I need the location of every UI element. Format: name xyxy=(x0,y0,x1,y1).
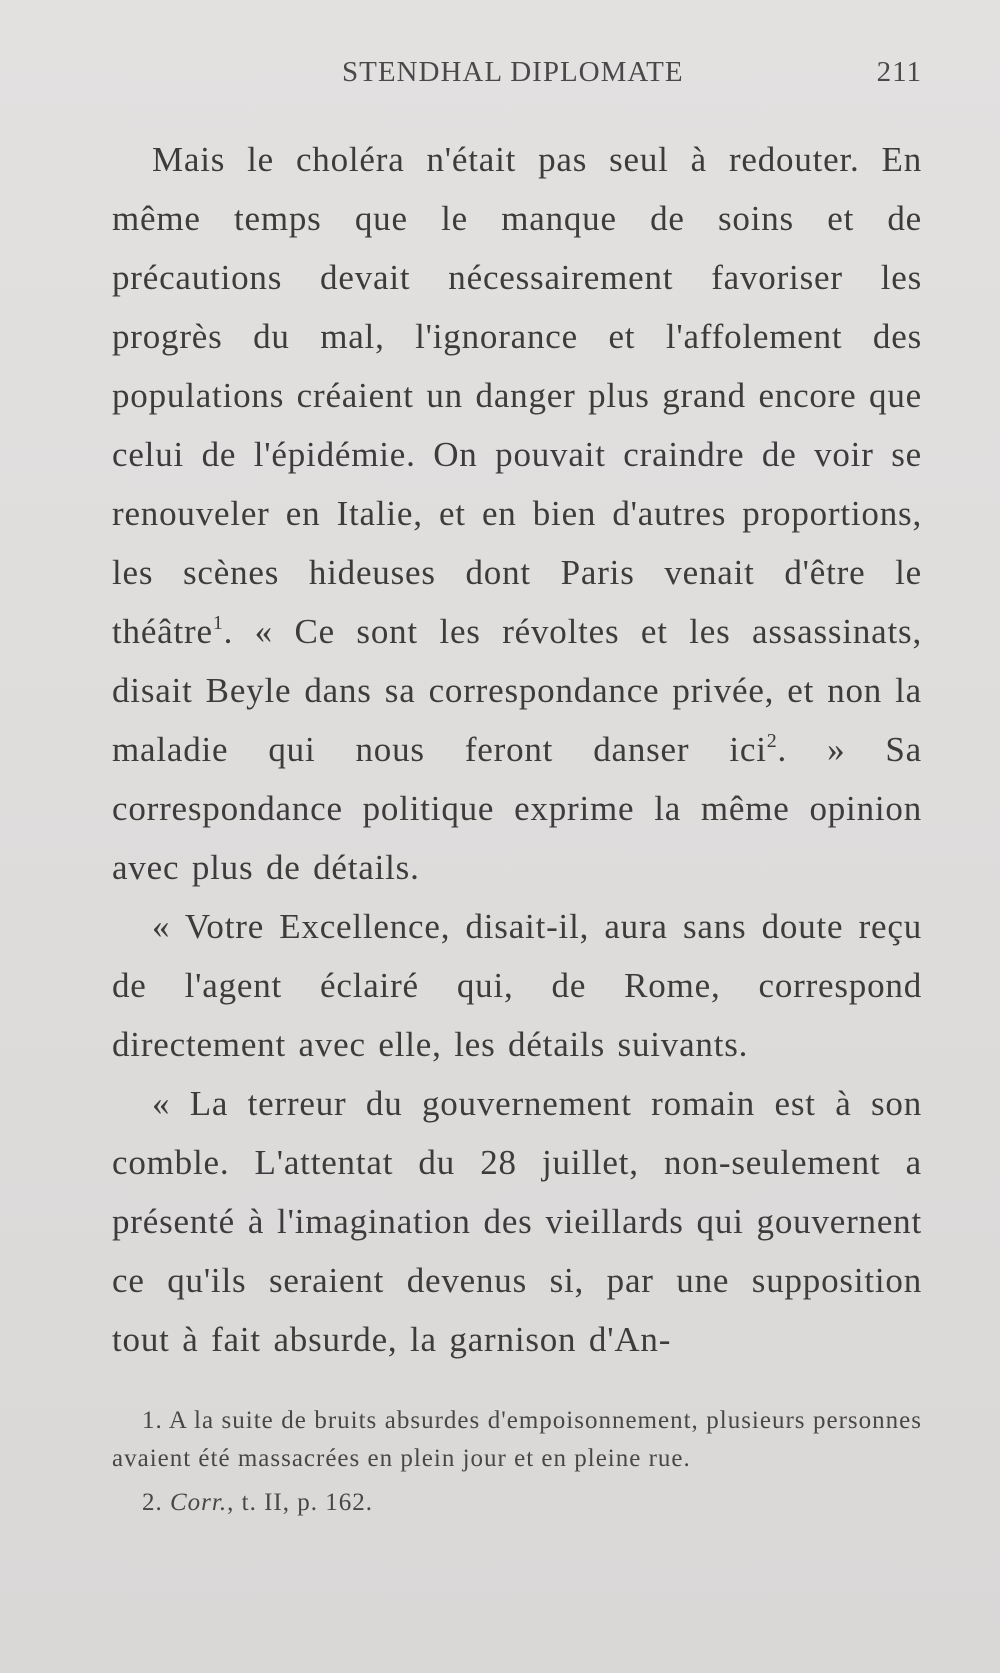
paragraph-text: . « Ce sont les révoltes et les assassinats, disait Beyle dans sa correspondance privée, et non la maladie qui nous feront danser ici xyxy=(112,612,922,769)
footnote xyxy=(112,1484,922,1522)
footnote-number: 1. xyxy=(142,1407,163,1434)
body-text xyxy=(112,130,922,1369)
footnote-reference: Corr. xyxy=(170,1489,228,1516)
paragraph-text: « La terreur du gouvernement romain est à son comble. L'attentat du 28 juillet, non-seulement a présenté à l'imagination des vieillards qui gouvernent ce qu'ils seraient devenus si, par une supposition tout à fait absurde, la garnison d'An- xyxy=(112,1084,922,1359)
paragraph xyxy=(112,897,922,1074)
footnote xyxy=(112,1402,922,1478)
footnote-text: A la suite de bruits absurdes d'empoisonnement, plusieurs personnes avaient été massacrées en plein jour et en pleine rue. xyxy=(112,1407,922,1472)
page-number: 211 xyxy=(876,56,922,88)
footnote-marker: 2 xyxy=(766,730,778,752)
running-title: STENDHAL DIPLOMATE xyxy=(342,56,684,88)
paragraph-text: Mais le choléra n'était pas seul à redouter. En même temps que le manque de soins et de précautions devait nécessairement favoriser les progrès du mal, l'ignorance et l'affolement des populations créaient un danger plus grand encore que celui de l'épidémie. On pouvait craindre de voir se renouveler en Italie, et en bien d'autres proportions, les scènes hideuses dont Paris venait d'être le théâtre xyxy=(112,140,922,651)
page-header xyxy=(112,56,922,96)
footnote-number: 2. xyxy=(142,1489,163,1516)
paragraph xyxy=(112,1074,922,1369)
paragraph xyxy=(112,130,922,897)
paragraph-text: « Votre Excellence, disait-il, aura sans doute reçu de l'agent éclairé qui, de Rome, correspond directement avec elle, les détails suivants. xyxy=(112,907,922,1064)
footnotes xyxy=(112,1402,922,1522)
footnote-marker: 1 xyxy=(212,612,224,634)
footnote-text: , t. II, p. 162. xyxy=(227,1489,373,1516)
paragraph-text: . » Sa correspondance politique exprime la même opinion avec plus de détails. xyxy=(112,730,922,887)
